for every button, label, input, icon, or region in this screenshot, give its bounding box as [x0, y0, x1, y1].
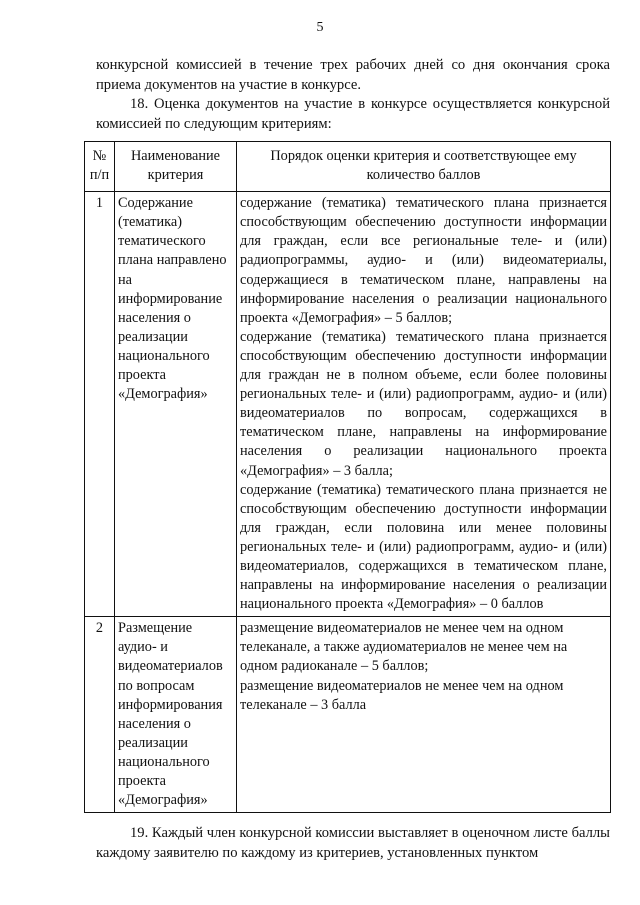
criterion-evaluation	[237, 617, 611, 813]
criterion-name: Содержание (тематика) тематического плана направлено на информирование населения о реализации национального проекта «Демография»	[115, 192, 237, 617]
header-num: № п/п	[85, 142, 115, 192]
header-evaluation-order: Порядок оценки критерия и соответствующее ему количество баллов	[237, 142, 611, 192]
row-number: 1	[85, 192, 115, 617]
table-row	[85, 617, 611, 813]
criterion-evaluation	[237, 192, 611, 617]
clause-19-paragraph: 19. Каждый член конкурсной комиссии выставляет в оценочном листе баллы каждому заявителю по каждому из критериев, установленных пунктом	[96, 825, 610, 861]
evaluation-item: размещение видеоматериалов не менее чем на одном телеканале, а также аудиоматериалов не менее чем на одном радиоканале – 5 баллов;	[240, 620, 568, 675]
evaluation-item: содержание (тематика) тематического плана признается способствующим обеспечению доступности информации для граждан не в полном объеме, если более половины региональных теле- и (или) радиопрограмм, аудио- и (или) видеоматериалов по вопросам, содержащихся в тематическом плане, направлены на информирование населения о реализации национального проекта «Демография» – 3 балла;	[240, 328, 607, 479]
criterion-name: Размещение аудио- и видеоматериалов по вопросам информирования населения о реализации национального проекта «Демография»	[115, 617, 237, 813]
table-header-row	[85, 142, 611, 192]
evaluation-item: размещение видеоматериалов не менее чем на одном телеканале – 3 балла	[240, 677, 564, 713]
clause-18-paragraph: 18. Оценка документов на участие в конкурсе осуществляется конкурсной комиссией по следующим критериям:	[96, 96, 610, 132]
header-criterion-name: Наименование критерия	[115, 142, 237, 192]
table-row	[85, 192, 611, 617]
evaluation-item: содержание (тематика) тематического плана признается не способствующим обеспечению доступности информации для граждан, если половина или менее половины региональных теле- и (или) радиопрограмм, аудио- и (или) видеоматериалов, содержащихся в тематическом плане, направлены на информирование населения о реализации национального проекта «Демография» – 0 баллов	[240, 481, 607, 613]
evaluation-item: содержание (тематика) тематического плана признается способствующим обеспечению доступности информации для граждан, если все региональные теле- и (или) радиопрограммы, аудио- и (или) видеоматериалы, содержащиеся в тематическом плане, направлены на информирование населения о реализации национального проекта «Демография» – 5 баллов;	[240, 195, 607, 326]
page-number: 5	[316, 20, 324, 35]
intro-paragraph: конкурсной комиссией в течение трех рабочих дней со дня окончания срока приема документов на участие в конкурсе.	[96, 57, 610, 93]
row-number: 2	[85, 617, 115, 813]
criteria-table	[84, 141, 611, 813]
